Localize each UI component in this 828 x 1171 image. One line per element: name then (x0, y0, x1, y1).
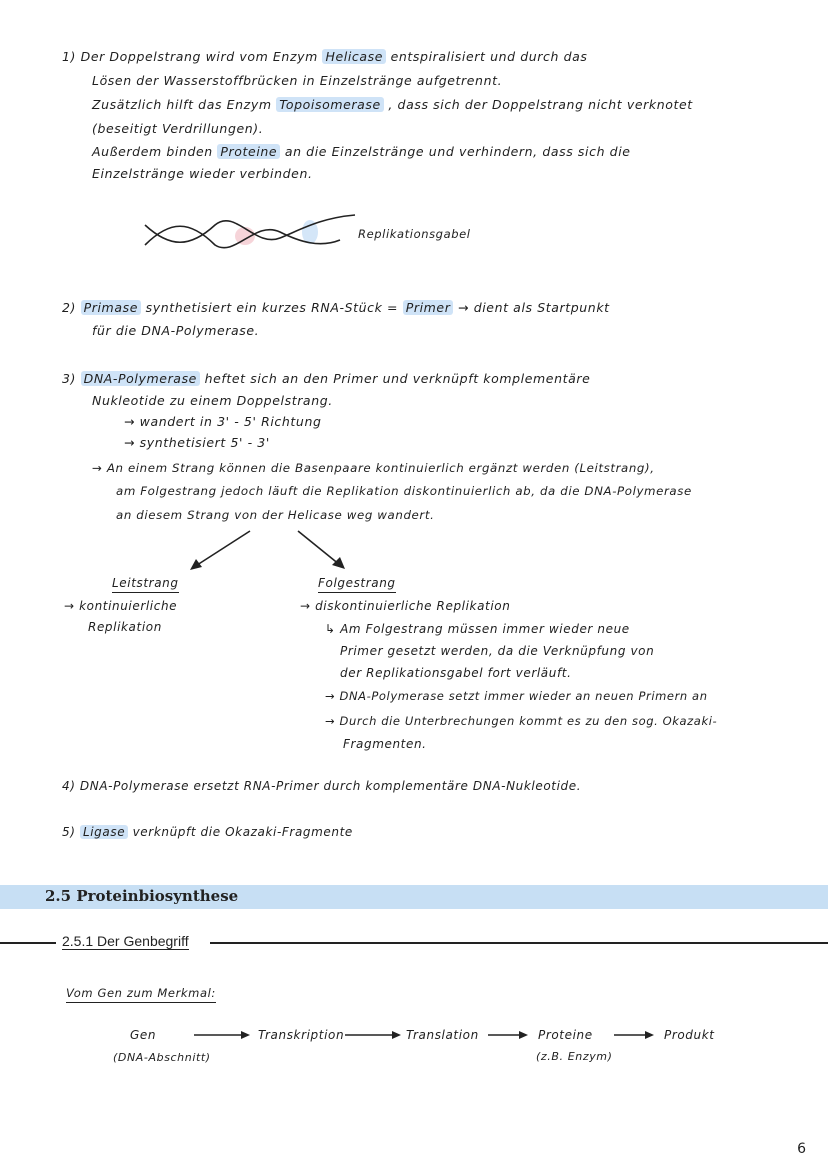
text: verknüpft die Okazaki-Fragmente (132, 825, 353, 839)
flow-arrow-head (645, 1031, 654, 1039)
text: entspiralisiert und durch das (390, 49, 588, 64)
leitstrang-title: Leitstrang (112, 575, 179, 593)
text: 2) (62, 300, 77, 315)
flow-produkt: Produkt (664, 1028, 715, 1042)
dna-polymerase-highlight: DNA-Polymerase (81, 371, 200, 386)
flow-arrow-2 (345, 1030, 401, 1040)
subsection-title: 2.5.1 Der Genbegriff (62, 933, 189, 949)
folgestrang-line5: → DNA-Polymerase setzt immer wieder an neuen Primern an (325, 688, 708, 705)
step3-line2: Nukleotide zu einem Doppelstrang. (92, 393, 333, 408)
text: an die Einzelstränge und verhindern, dass sich die (284, 144, 631, 159)
folgestrang-line2: ↳ Am Folgestrang müssen immer wieder neue (325, 622, 630, 636)
text: 5) (62, 825, 76, 839)
folgestrang-line7: Fragmenten. (343, 737, 427, 751)
step1-line1 (62, 48, 588, 65)
text: , dass sich der Doppelstrang nicht verknotet (388, 97, 693, 112)
step3-arrow1: → An einem Strang können die Basenpaare kontinuierlich ergänzt werden (Leitstrang), (92, 460, 655, 477)
step1-line3 (92, 96, 693, 113)
step3-line1 (62, 370, 590, 387)
topoisomerase-highlight: Topoisomerase (276, 97, 384, 112)
step4: 4) DNA-Polymerase ersetzt RNA-Primer durch komplementäre DNA-Nukleotide. (62, 779, 582, 793)
subsection-rule-right (210, 942, 828, 944)
folgestrang-line4: der Replikationsgabel fort verläuft. (340, 666, 572, 680)
section-title: 2.5 Proteinbiosynthese (45, 887, 239, 905)
text: 3) (62, 371, 77, 386)
gen-heading: Vom Gen zum Merkmal: (66, 985, 216, 1003)
step2-line2: für die DNA-Polymerase. (92, 323, 260, 338)
primase-highlight: Primase (81, 300, 141, 315)
flow-arrow-head (241, 1031, 250, 1039)
proteine-highlight: Proteine (217, 144, 280, 159)
arrow-left-head (190, 559, 202, 570)
page-number: 6 (797, 1141, 806, 1157)
subsection-rule-left (0, 942, 56, 944)
fork-label: Replikationsgabel (358, 227, 471, 241)
leitstrang-line2: Replikation (88, 620, 162, 634)
step1-line4: (beseitigt Verdrillungen). (92, 121, 264, 136)
flow-translation: Translation (406, 1028, 479, 1042)
folgestrang-line1: → diskontinuierliche Replikation (300, 598, 510, 615)
leitstrang-line1: → kontinuierliche (64, 598, 177, 615)
ligase-highlight: Ligase (80, 825, 128, 839)
text: Am Folgestrang müssen immer wieder neue (340, 622, 630, 636)
flow-proteine-sub: (z.B. Enzym) (536, 1050, 613, 1063)
text: synthetisiert ein kurzes RNA-Stück = (145, 300, 399, 315)
step1-line6: Einzelstränge wieder verbinden. (92, 166, 313, 181)
step2-line1 (62, 299, 610, 316)
flow-arrow-1 (194, 1030, 250, 1040)
arrow-left-line (194, 531, 250, 567)
flow-arrow-head (519, 1031, 528, 1039)
arrow-right-head (332, 557, 345, 569)
folgestrang-title: Folgestrang (318, 575, 396, 593)
step5 (62, 824, 353, 841)
step3-bullet1: → wandert in 3' - 5' Richtung (124, 413, 322, 430)
step3-bullet2: → synthetisiert 5' - 3' (124, 434, 270, 451)
step1-line5 (92, 143, 631, 160)
step3-arrow2: am Folgestrang jedoch läuft die Replikation diskontinuierlich ab, da die DNA-Polymerase (116, 484, 692, 498)
flow-transkription: Transkription (258, 1028, 345, 1042)
text: 1) Der Doppelstrang wird vom Enzym (62, 49, 318, 64)
helicase-highlight: Helicase (322, 49, 386, 64)
step3-arrow3: an diesem Strang von der Helicase weg wandert. (116, 508, 435, 522)
arrow-right-line (298, 531, 340, 565)
flow-gen-sub: (DNA-Abschnitt) (113, 1051, 211, 1064)
primer-highlight: Primer (403, 300, 454, 315)
flow-arrow-head (392, 1031, 401, 1039)
flow-arrow-3 (488, 1030, 528, 1040)
step1-line2: Lösen der Wasserstoffbrücken in Einzelstränge aufgetrennt. (92, 73, 503, 88)
text: Zusätzlich hilft das Enzym (92, 97, 272, 112)
flow-arrow-4 (614, 1030, 654, 1040)
flow-gen: Gen (130, 1028, 157, 1042)
flow-proteine: Proteine (538, 1028, 593, 1042)
folgestrang-line6: → Durch die Unterbrechungen kommt es zu den sog. Okazaki- (325, 713, 717, 730)
split-arrows (180, 525, 380, 575)
text: → dient als Startpunkt (458, 300, 610, 315)
folgestrang-line3: Primer gesetzt werden, da die Verknüpfung von (340, 644, 655, 658)
text: Außerdem binden (92, 144, 213, 159)
text: heftet sich an den Primer und verknüpft komplementäre (204, 371, 591, 386)
